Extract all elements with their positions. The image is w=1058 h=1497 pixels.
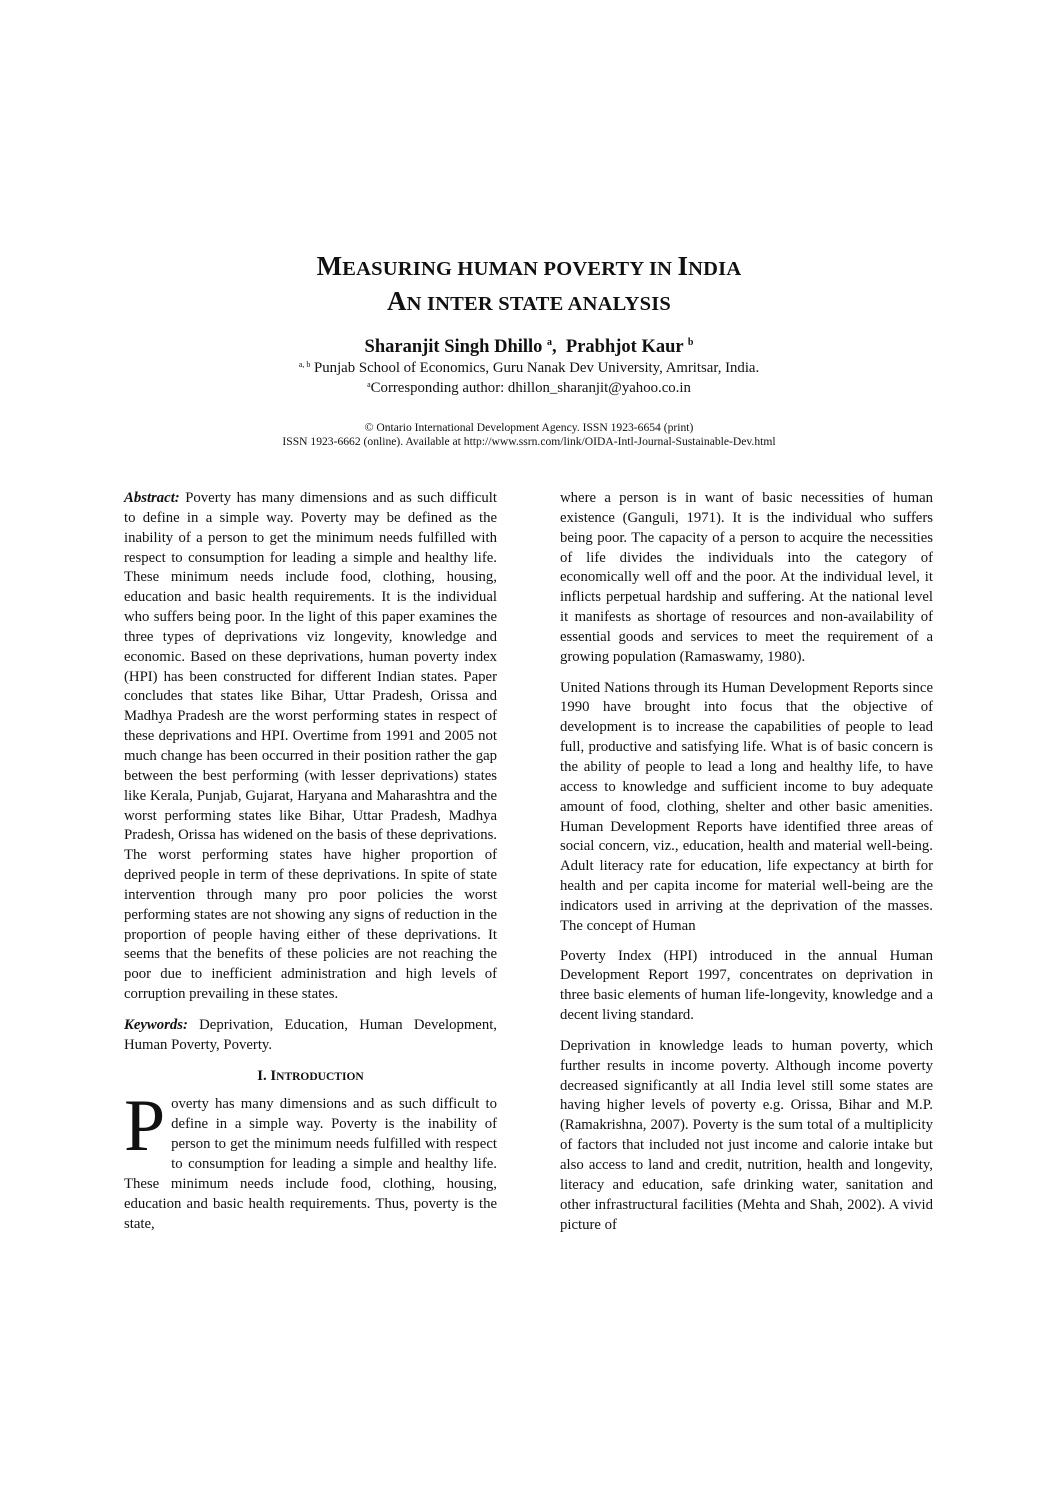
corresponding-mark: a xyxy=(367,380,371,389)
author-separator: , xyxy=(552,337,566,357)
corresponding-text: Corresponding author: dhillon_sharanjit@yahoo.co.in xyxy=(370,380,691,396)
author-name: Prabhjot Kaur xyxy=(565,337,684,357)
title-initial: I xyxy=(677,251,689,281)
title-smallcaps: EASURING HUMAN POVERTY IN xyxy=(342,258,678,280)
publisher-line-2: ISSN 1923-6662 (online). Available at http://www.ssrn.com/link/OIDA-Intl-Journal-Sustainable-Dev.html xyxy=(282,435,776,448)
section-heading-introduction xyxy=(124,1067,497,1088)
abstract xyxy=(124,489,497,1005)
author-mark: b xyxy=(687,337,694,348)
keywords-text: Deprivation, Education, Human Development, Human Poverty, Poverty. xyxy=(124,1016,497,1053)
author-mark: a xyxy=(547,337,553,348)
abstract-label: Abstract: xyxy=(124,490,180,506)
introduction-paragraph xyxy=(124,1085,497,1234)
publisher-line-1: © Ontario International Development Agency. ISSN 1923-6654 (print) xyxy=(364,421,694,434)
body-paragraph: United Nations through its Human Development Reports since 1990 have brought into focus that the objective of development is to increase the capabilities of people to lead full, productive and satisfying life. What is of basic concern is the ability of people to lead a long and healthy life, to have access to knowledge and sufficient income to buy adequate amount of food, clothing, shelter and other basic amenities. Human Development Reports have identified three areas of social concern, viz., education, health and material well-being. Adult literacy rate for education, life expectancy at birth for health and per capita income for material well-being are the indicators used in arriving at the deprivation of the masses. The concept of Human xyxy=(560,679,933,934)
title-initial: A xyxy=(386,286,407,316)
affiliation-marks: a, b xyxy=(298,360,311,369)
left-column xyxy=(124,489,497,1245)
body-paragraph: Poverty Index (HPI) introduced in the annual Human Development Report 1997, concentrates on deprivation in three basic elements of human life-longevity, knowledge and a decent living standard. xyxy=(560,947,933,1024)
keywords-label: Keywords: xyxy=(124,1016,188,1033)
right-column xyxy=(560,489,933,1246)
paper-title-line-1 xyxy=(0,251,1058,282)
body-paragraph: Deprivation in knowledge leads to human poverty, which further results in income poverty. Although income poverty decreased significantly at all India level still some states are having higher levels of poverty e.g. Orissa, Bihar and M.P. (Ramakrishna, 2007). Poverty is the sum total of a multiplicity of factors that included not just income and calorie intake but also access to land and credit, nutrition, health and longevity, literacy and education, safe drinking water, sanitation and other infrastructural facilities (Mehta and Shah, 2002). A vivid picture of xyxy=(560,1037,933,1233)
introduction-text: overty has many dimensions and as such difficult to define in a simple way. Poverty is the inability of person to get the minimum needs fulfilled with respect to consumption for leading a simple and healthy life. These minimum needs include food, clothing, housing, education and basic health requirements. Thus, poverty is the state, xyxy=(124,1096,497,1232)
body-paragraph: where a person is in want of basic necessities of human existence (Ganguli, 1971). It is the individual who suffers being poor. The capacity of a person to acquire the necessities of life divides the individuals into the category of economically well off and the poor. At the individual level, it inflicts perpetual hardship and suffering. At the national level it manifests as shortage of resources and non-availability of essential goods and services to meet the requirement of a growing population (Ramaswamy, 1980). xyxy=(560,490,933,665)
author-name: Sharanjit Singh Dhillo xyxy=(364,337,543,357)
section-smallcaps: NTRODUCTION xyxy=(276,1070,364,1083)
keywords xyxy=(124,1016,497,1056)
title-smallcaps: N INTER STATE ANALYSIS xyxy=(406,293,672,315)
section-initial: I xyxy=(270,1067,277,1084)
section-number: I. xyxy=(257,1067,271,1084)
title-initial: M xyxy=(316,251,343,281)
paper-title-line-2 xyxy=(0,286,1058,317)
title-smallcaps: NDIA xyxy=(688,258,742,280)
affiliation xyxy=(0,360,1058,377)
corresponding-author xyxy=(0,380,1058,397)
affiliation-text: Punjab School of Economics, Guru Nanak Dev University, Amritsar, India. xyxy=(314,360,760,376)
abstract-text: Poverty has many dimensions and as such difficult to define in a simple way. Poverty may be defined as the inability of a person to get the minimum needs fulfilled with respect to consumption for leading a simple and healthy life. These minimum needs include food, clothing, housing, education and basic health requirements. It is the individual who suffers being poor. In the light of this paper examines the three types of deprivations viz longevity, knowledge and economic. Based on these deprivations, human poverty index (HPI) has been constructed for different Indian states. Paper concludes that states like Bihar, Uttar Pradesh, Orissa and Madhya Pradesh are the worst performing states in respect of these deprivations and HPI. Overtime from 1991 and 2005 not much change has been occurred in their position rather the gap between the best performing (with lesser deprivations) states like Kerala, Punjab, Gujarat, Haryana and Maharashtra and the worst performing states like Bihar, Uttar Pradesh, Madhya Pradesh, Orissa has widened on the basis of these deprivations. The worst performing states have higher proportion of deprived people in term of these deprivations. In spite of state intervention through many pro poor policies the worst performing states are not showing any signs of reduction in the proportion of people having either of these deprivations. It seems that the benefits of these policies are not reaching the poor due to inefficient administration and high levels of corruption prevailing in these states. xyxy=(124,490,497,1003)
author-list xyxy=(0,337,1058,358)
drop-cap: P xyxy=(124,1085,166,1168)
